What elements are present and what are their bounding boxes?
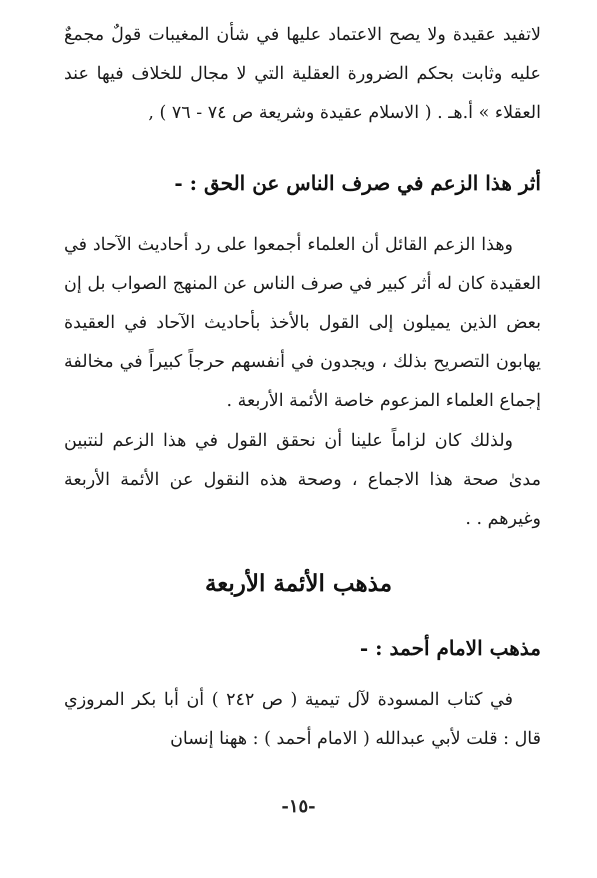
- page-number: -١٥-: [281, 796, 316, 817]
- section-heading-effect-of-claim: أثر هذا الزعم في صرف الناس عن الحق : -: [174, 171, 541, 195]
- paragraph-verification-need: ولذلك كان لزاماً علينا أن نحقق القول في هذا الزعم لنتبين مدىٰ صحة هذا الاجماع ، وصحة هذه النقول عن الأئمة الأربعة وغيرهم . .: [64, 431, 541, 529]
- paragraph-musawwada-citation: في كتاب المسودة لآل تيمية ( ص ٢٤٢ ) أن أبا بكر المروزي قال : قلت لأبي عبدالله ( الامام أحمد ) : ههنا إنسان: [64, 690, 541, 749]
- chapter-heading-four-imams: مذهب الأئمة الأربعة: [204, 570, 393, 597]
- section-heading-imam-ahmad: مذهب الامام أحمد : -: [359, 636, 541, 660]
- paragraph-claim-effect: وهذا الزعم القائل أن العلماء أجمعوا على رد أحاديث الآحاد في العقيدة كان له أثر كبير في صرف الناس عن المنهج الصواب بل إن بعض الذين يميلون إلى القول بالأخذ بأحاديث الآحاد في العقيدة يهابون التصريح بذلك ، ويجدون في أنفسهم حرجاً كبيراً في مخالفة إجماع العلماء المزعوم خاصة الأئمة الأربعة .: [64, 235, 541, 411]
- paragraph-continuation-quote: لاتفيد عقيدة ولا يصح الاعتماد عليها في شأن المغيبات قولٌ مجمعٌ عليه وثابت بحكم الضرورة العقلية التي لا مجال للخلاف فيها عند العقلاء » أ.هـ . ( الاسلام عقيدة وشريعة ص ٧٤ - ٧٦ ) ,: [64, 25, 541, 123]
